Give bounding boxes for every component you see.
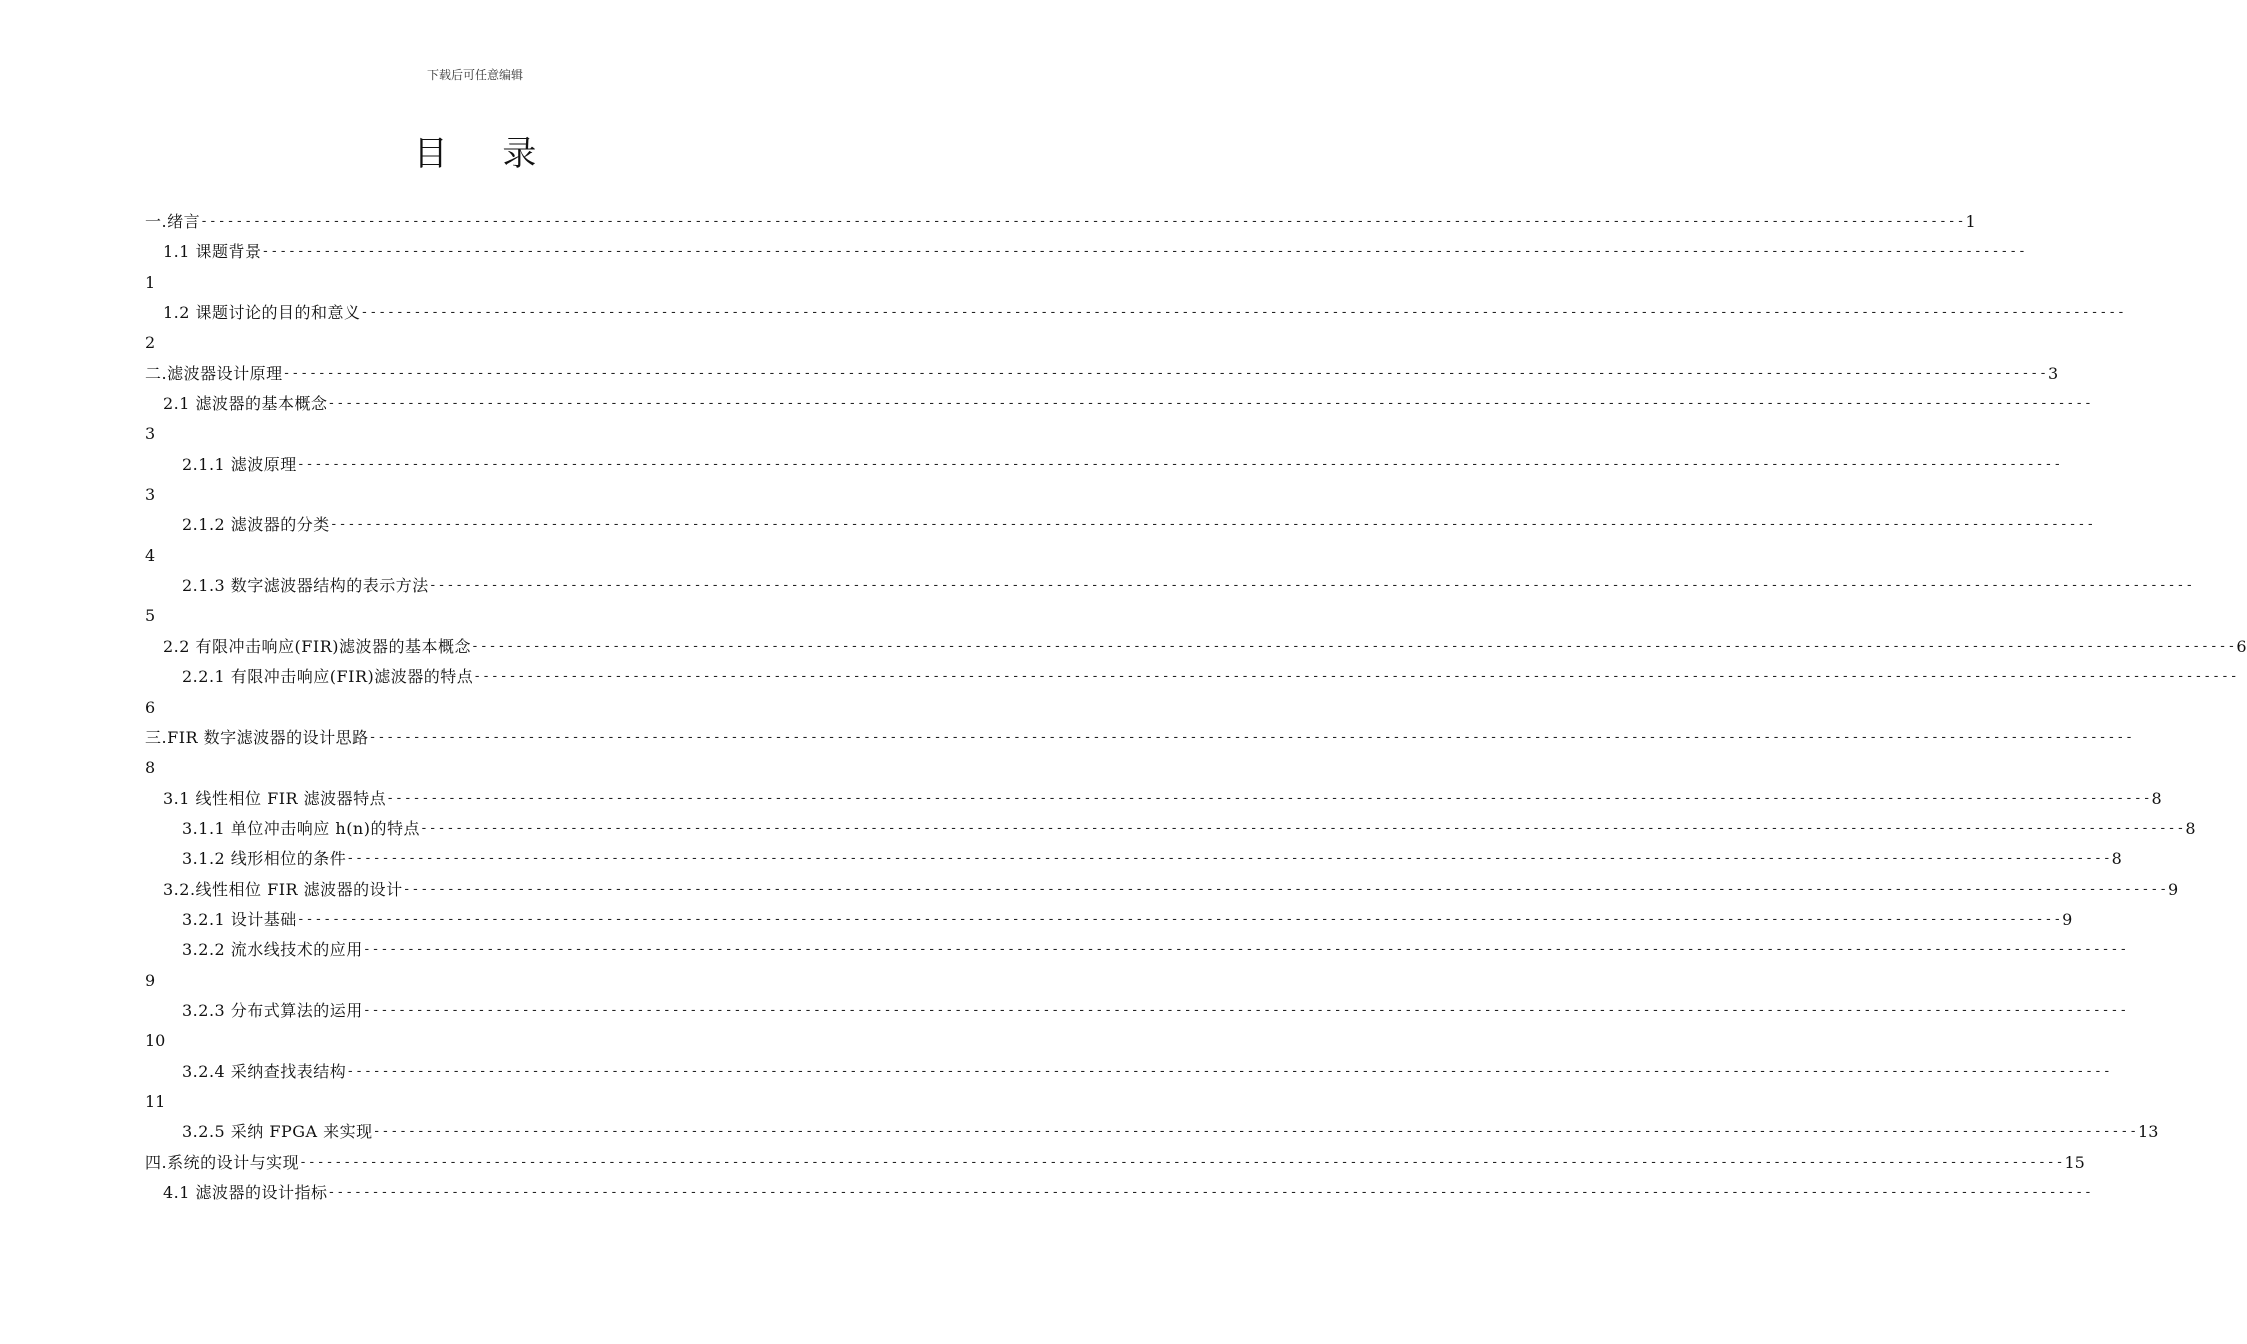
toc-entry[interactable]	[145, 844, 2122, 874]
toc-entry-page: 3	[2047, 363, 2059, 383]
toc-leader: --------------------------------------------------------------------------------------------------------------------------------------------------------------------------------------------------------	[402, 881, 2169, 897]
toc-entry-page: 6	[2236, 636, 2247, 656]
toc-entry-page: 8	[2111, 849, 2122, 869]
toc-entry-page: 9	[2168, 879, 2179, 899]
toc-entry-label: 3.2.5 采纳 FPGA 来实现	[182, 1122, 373, 1142]
toc-entry[interactable]	[145, 1117, 2159, 1147]
toc-entry[interactable]	[145, 359, 2059, 389]
toc-leader: --------------------------------------------------------------------------------------------------------------------------------------------------------------------------------------------------------	[362, 942, 2129, 958]
toc-entry-page: 3	[145, 424, 156, 444]
toc-entry[interactable]	[145, 875, 2179, 905]
toc-entry[interactable]	[145, 723, 2134, 753]
toc-leader: --------------------------------------------------------------------------------------------------------------------------------------------------------------------------------------------------------	[327, 1185, 2093, 1200]
toc-entry-label: 4.1 滤波器的设计指标	[163, 1183, 328, 1202]
toc-entry[interactable]	[145, 571, 2195, 601]
toc-entry-page: 3	[145, 485, 156, 505]
header-note: 下载后可任意编辑	[426, 68, 523, 82]
toc-entry-page: 5	[145, 606, 156, 626]
toc-entry-page: 6	[145, 697, 156, 717]
toc-entry-label: 3.1.1 单位冲击响应 h(n)的特点	[182, 818, 420, 838]
toc-entry-label: 三.FIR 数字滤波器的设计思路	[145, 727, 369, 747]
toc-leader: --------------------------------------------------------------------------------------------------------------------------------------------------------------------------------------------------------	[261, 244, 2027, 260]
toc-entry-label: 3.2.线性相位 FIR 滤波器的设计	[163, 879, 403, 899]
toc-entry-page: 2	[145, 333, 156, 353]
toc-entry-page: 8	[2151, 788, 2162, 808]
toc-entry[interactable]	[145, 1178, 2093, 1208]
toc-leader: --------------------------------------------------------------------------------------------------------------------------------------------------------------------------------------------------------	[346, 851, 2112, 867]
toc-entry-label: 3.2.1 设计基础	[182, 909, 297, 929]
toc-entry-page: 4	[145, 545, 156, 565]
toc-entry-label: 2.2 有限冲击响应(FIR)滤波器的基本概念	[163, 636, 471, 656]
toc-entry[interactable]	[145, 784, 2162, 814]
toc-entry[interactable]	[145, 298, 2126, 328]
toc-entry[interactable]	[145, 632, 2247, 662]
toc-entry-label: 2.1.2 滤波器的分类	[182, 515, 330, 535]
toc-entry[interactable]	[145, 905, 2073, 935]
toc-entry-label: 3.2.2 流水线技术的应用	[182, 940, 363, 960]
toc-entry-label: 2.1 滤波器的基本概念	[163, 394, 328, 414]
toc-leader: --------------------------------------------------------------------------------------------------------------------------------------------------------------------------------------------------------	[200, 214, 1966, 229]
toc-leader: --------------------------------------------------------------------------------------------------------------------------------------------------------------------------------------------------------	[471, 638, 2237, 654]
page-title: 目 录	[413, 134, 559, 174]
toc-entry-label: 1.2 课题讨论的目的和意义	[163, 303, 361, 323]
toc-entry-label: 二.滤波器设计原理	[145, 363, 283, 383]
table-of-contents	[145, 207, 2247, 1208]
toc-entry-label: 2.2.1 有限冲击响应(FIR)滤波器的特点	[182, 667, 474, 687]
toc-entry[interactable]	[145, 1057, 2112, 1087]
toc-leader: --------------------------------------------------------------------------------------------------------------------------------------------------------------------------------------------------------	[299, 1154, 2065, 1170]
toc-entry-label: 3.1.2 线形相位的条件	[182, 849, 347, 869]
toc-entry-page: 13	[2138, 1122, 2159, 1142]
toc-entry[interactable]	[145, 389, 2093, 419]
toc-entry-page: 9	[2062, 909, 2073, 929]
toc-leader: --------------------------------------------------------------------------------------------------------------------------------------------------------------------------------------------------------	[282, 365, 2048, 381]
toc-entry[interactable]	[145, 814, 2196, 844]
toc-entry[interactable]	[145, 662, 2239, 692]
toc-leader: --------------------------------------------------------------------------------------------------------------------------------------------------------------------------------------------------------	[329, 517, 2096, 533]
toc-entry-page: 8	[2185, 818, 2196, 838]
toc-entry[interactable]	[145, 450, 2063, 480]
toc-entry-label: 四.系统的设计与实现	[145, 1152, 300, 1172]
toc-entry[interactable]	[145, 237, 2027, 267]
toc-entry-page: 8	[145, 758, 156, 778]
toc-leader: --------------------------------------------------------------------------------------------------------------------------------------------------------------------------------------------------------	[296, 456, 2063, 472]
toc-entry-page: 10	[145, 1031, 166, 1051]
toc-entry-label: 2.1.1 滤波原理	[182, 454, 297, 474]
toc-entry[interactable]	[145, 1148, 2085, 1178]
toc-entry-page: 1	[145, 272, 156, 292]
toc-entry-label: 3.2.4 采纳查找表结构	[182, 1061, 347, 1081]
toc-leader: --------------------------------------------------------------------------------------------------------------------------------------------------------------------------------------------------------	[428, 578, 2195, 594]
toc-leader: --------------------------------------------------------------------------------------------------------------------------------------------------------------------------------------------------------	[386, 790, 2152, 806]
toc-entry-label: 3.2.3 分布式算法的运用	[182, 1000, 363, 1020]
toc-leader: --------------------------------------------------------------------------------------------------------------------------------------------------------------------------------------------------------	[296, 911, 2063, 927]
toc-entry-label: 3.1 线性相位 FIR 滤波器特点	[163, 788, 387, 808]
toc-leader: --------------------------------------------------------------------------------------------------------------------------------------------------------------------------------------------------------	[473, 669, 2239, 685]
toc-leader: --------------------------------------------------------------------------------------------------------------------------------------------------------------------------------------------------------	[346, 1063, 2112, 1079]
toc-entry-label: 2.1.3 数字滤波器结构的表示方法	[182, 576, 429, 596]
toc-entry[interactable]	[145, 996, 2129, 1026]
toc-leader: --------------------------------------------------------------------------------------------------------------------------------------------------------------------------------------------------------	[372, 1124, 2139, 1140]
toc-entry[interactable]	[145, 510, 2096, 540]
toc-leader: --------------------------------------------------------------------------------------------------------------------------------------------------------------------------------------------------------	[360, 305, 2126, 321]
toc-entry-page: 9	[145, 970, 156, 990]
toc-entry-label: 一.绪言	[145, 212, 201, 231]
toc-entry[interactable]	[145, 935, 2129, 965]
toc-entry-page: 11	[145, 1091, 166, 1111]
toc-leader: --------------------------------------------------------------------------------------------------------------------------------------------------------------------------------------------------------	[419, 820, 2186, 836]
toc-entry-page: 15	[2064, 1152, 2085, 1172]
toc-entry-page: 1	[1965, 212, 1976, 231]
toc-entry-label: 1.1 课题背景	[163, 242, 262, 262]
toc-leader: --------------------------------------------------------------------------------------------------------------------------------------------------------------------------------------------------------	[368, 729, 2134, 745]
toc-leader: --------------------------------------------------------------------------------------------------------------------------------------------------------------------------------------------------------	[362, 1002, 2129, 1018]
toc-entry[interactable]	[145, 207, 1976, 237]
toc-leader: --------------------------------------------------------------------------------------------------------------------------------------------------------------------------------------------------------	[327, 396, 2093, 412]
